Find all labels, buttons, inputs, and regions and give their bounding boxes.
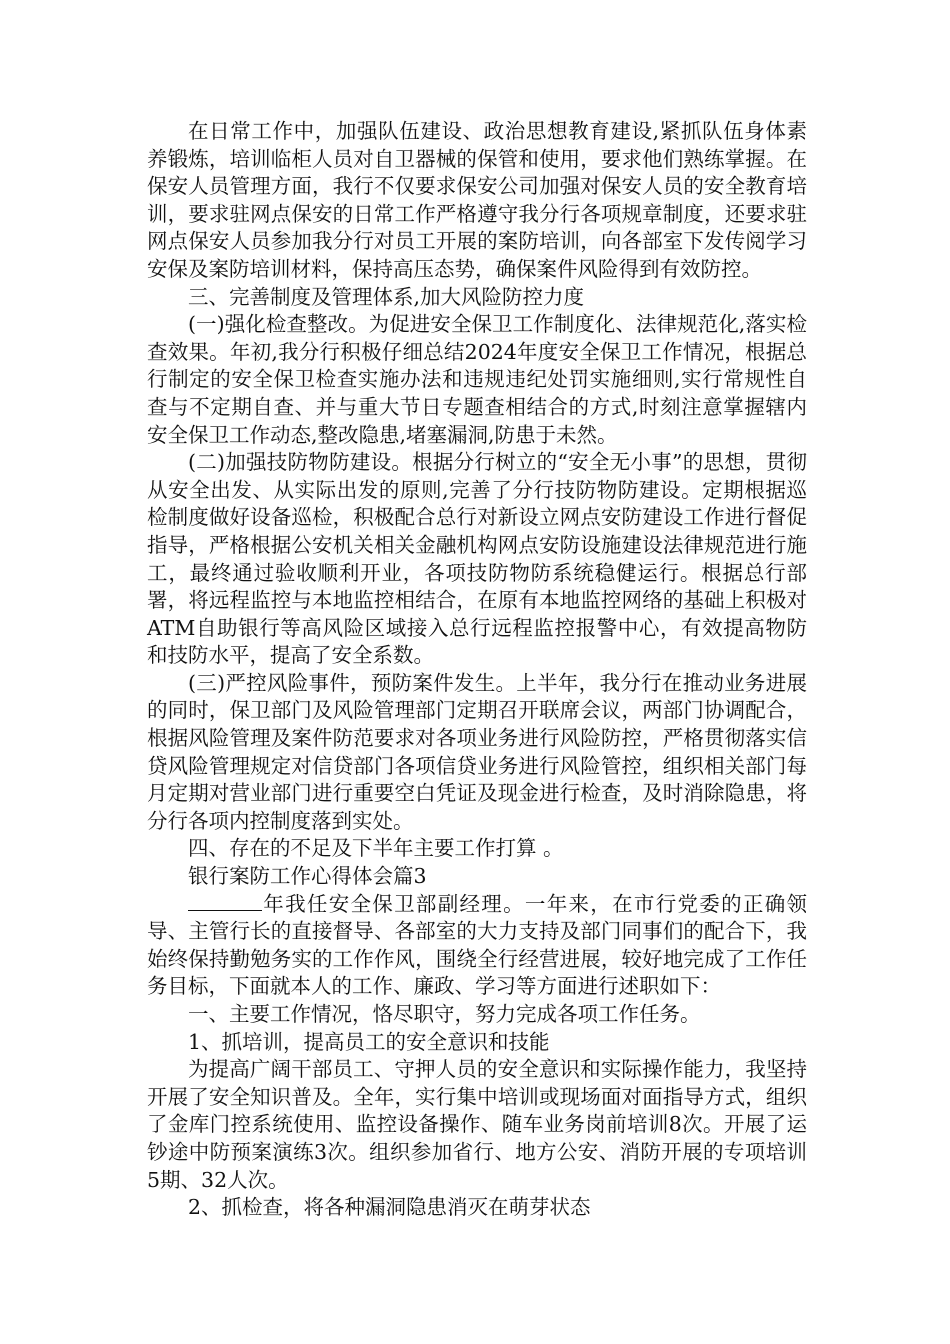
- paragraph-tech-defense: (二)加强技防物防建设。根据分行树立的“安全无小事”的思想，贯彻从安全出发、从实际出发的原则,完善了分行技防物防建设。定期根据巡检制度做好设备巡检，积极配合总行对新设立网点安防建设工作进行督促指导，严格根据公安机关相关金融机构网点安防设施建设法律规范进行施工，最终通过验收顺利开业，各项技防物防系统稳健运行。根据总行部署，将远程监控与本地监控相结合，在原有本地监控网络的基础上积极对ATM自助银行等高风险区域接入总行远程监控报警中心，有效提高物防和技防水平，提高了安全系数。: [147, 450, 807, 668]
- paragraph-inspection: (一)强化检查整改。为促进安全保卫工作制度化、法律规范化,落实检查效果。年初,我分行积极仔细总结2024年度安全保卫工作情况，根据总行制定的安全保卫检查实施办法和违规违纪处罚实施细则,实行常规性自查与不定期自查、并与重大节日专题查相结合的方式,时刻注意掌握辖内安全保卫工作动态,整改隐患,堵塞漏洞,防患于未然。: [147, 312, 807, 447]
- paragraph-intro-text: 年我任安全保卫部副经理。一年来，在市行党委的正确领导、主管行长的直接督导、各部室的大力支持及部门同事们的配合下，我始终保持勤勉务实的工作作风，围绕全行经营进展，较好地完成了工作任务目标，下面就本人的工作、廉政、学习等方面进行述职如下：: [147, 891, 807, 999]
- heading-section-3: 三、完善制度及管理体系,加大风险防控力度: [188, 284, 585, 309]
- blank-line: [188, 892, 262, 911]
- heading-training: 1、抓培训，提高员工的安全意识和技能: [188, 1029, 550, 1054]
- document-page: [147, 118, 807, 1222]
- paragraph-intro: [147, 891, 807, 1001]
- paragraph-training: 为提高广阔干部员工、守押人员的安全意识和实际操作能力，我坚持开展了安全知识普及。全年，实行集中培训或现场面对面指导方式，组织了金库门控系统使用、监控设备操作、随车业务岗前培训8次。开展了运钞途中防预案演练3次。组织参加省行、地方公安、消防开展的专项培训5期、32人次。: [147, 1057, 807, 1192]
- heading-main-work: 一、主要工作情况，恪尽职守，努力完成各项工作任务。: [188, 1002, 701, 1026]
- heading-inspection: 2、抓检查，将各种漏洞隐患消灭在萌芽状态: [188, 1195, 591, 1220]
- heading-section-4: 四、存在的不足及下半年主要工作打算 。: [188, 836, 564, 861]
- paragraph-risk-control: (三)严控风险事件，预防案件发生。上半年，我分行在推动业务进展的同时，保卫部门及风险管理部门定期召开联席会议，两部门协调配合，根据风险管理及案件防范要求对各项业务进行风险防控，严格贯彻落实信贷风险管理规定对信贷部门各项信贷业务进行风险管控，组织相关部门每月定期对营业部门进行重要空白凭证及现金进行检查，及时消除隐患，将分行各项内控制度落到实处。: [147, 670, 807, 833]
- article-title: 银行案防工作心得体会篇3: [188, 864, 427, 889]
- paragraph-daily-work: 在日常工作中，加强队伍建设、政治思想教育建设,紧抓队伍身体素养锻炼，培训临柜人员对自卫器械的保管和使用，要求他们熟练掌握。在保安人员管理方面，我行不仅要求保安公司加强对保安人员的安全教育培训，要求驻网点保安的日常工作严格遵守我分行各项规章制度，还要求驻网点保安人员参加我分行对员工开展的案防培训，向各部室下发传阅学习安保及案防培训材料，保持高压态势，确保案件风险得到有效防控。: [147, 119, 807, 281]
